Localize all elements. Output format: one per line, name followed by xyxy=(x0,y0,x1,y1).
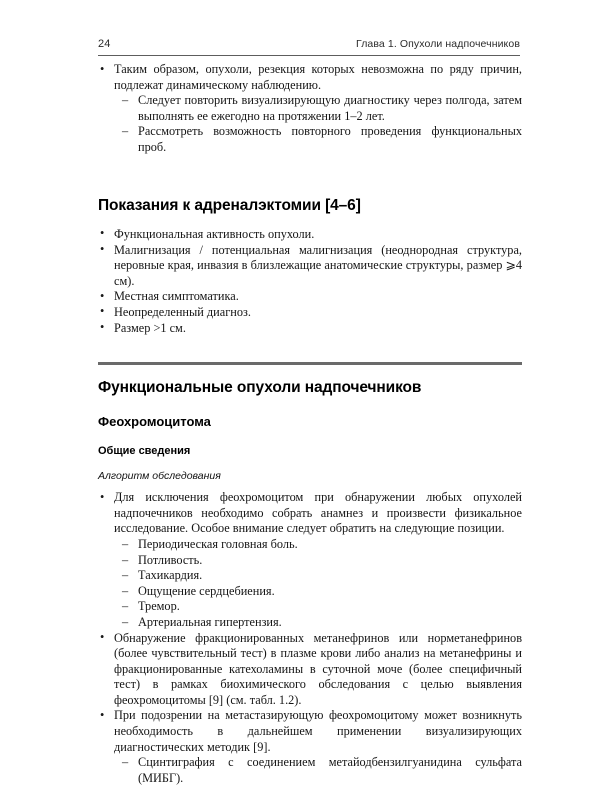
bullet-icon: • xyxy=(100,226,105,241)
list-item-text: При подозрении на метастазирующую феохромоцитому может возникнуть необходимость в дальнейшем применении визуализирующих диагностических методик [9]. xyxy=(114,708,522,754)
spacer xyxy=(98,429,522,445)
heading-indications: Показания к адреналэктомии [4–6] xyxy=(98,197,361,215)
list-item xyxy=(98,289,522,305)
list-item-text: Малигнизация / потенциальная малигнизация (неоднородная структура, неровные края, инвазия в близлежащие анатомические структуры, размер ⩾4 см). xyxy=(114,242,522,288)
list-item-text: Неопределенный диагноз. xyxy=(114,304,251,319)
text-column xyxy=(98,62,522,802)
dash-icon: – xyxy=(122,614,129,629)
spacer xyxy=(98,171,522,197)
bullet-icon: • xyxy=(100,288,105,303)
list-item xyxy=(98,321,522,337)
intro-bullet-list xyxy=(98,62,522,93)
list-item-text: Сцинтиграфия с соединением метайодбензилгуанидина сульфата (МИБГ). xyxy=(138,755,522,785)
algorithm-bullet-2-list xyxy=(98,631,522,709)
list-item xyxy=(124,124,522,171)
list-item-text: Рассмотреть возможность повторного проведения функциональных проб. xyxy=(138,124,522,154)
indications-list xyxy=(98,227,522,336)
list-item xyxy=(98,62,522,93)
list-item xyxy=(98,490,522,537)
bullet-icon: • xyxy=(100,242,105,257)
list-item xyxy=(124,553,522,569)
spacer xyxy=(98,365,522,379)
list-item xyxy=(124,93,522,124)
list-item xyxy=(98,305,522,321)
dash-icon: – xyxy=(122,124,129,139)
list-item-text: Местная симптоматика. xyxy=(114,289,239,304)
bullet-icon: • xyxy=(100,707,105,722)
list-item-text: Размер >1 см. xyxy=(114,320,186,335)
list-item-text: Для исключения феохромоцитом при обнаружении любых опухолей надпочечников необходимо собрать анамнез и произвести физикальное исследование. Особое внимание следует обратить на следующие позиции. xyxy=(114,490,522,536)
running-head xyxy=(98,38,520,50)
algorithm-bullet-3-list xyxy=(98,708,522,755)
list-item-text: Таким образом, опухоли, резекция которых невозможна по ряду причин, подлежат динамическому наблюдению. xyxy=(114,62,522,92)
list-item-text: Потливость. xyxy=(138,552,203,567)
list-item xyxy=(98,227,522,243)
bullet-icon: • xyxy=(100,304,105,319)
imaging-methods-list xyxy=(98,755,522,802)
list-item-text: Тремор. xyxy=(138,599,180,614)
dash-icon: – xyxy=(122,536,129,551)
bullet-icon: • xyxy=(100,489,105,504)
list-item xyxy=(124,568,522,584)
list-item-text: Ощущение сердцебиения. xyxy=(138,583,275,598)
list-item-text: Артериальная гипертензия. xyxy=(138,614,282,629)
spacer xyxy=(98,397,522,415)
spacer xyxy=(98,336,522,362)
dash-icon: – xyxy=(122,755,129,770)
algorithm-bullet-1-list xyxy=(98,490,522,537)
heading-algorithm: Алгоритм обследования xyxy=(98,470,221,483)
list-item xyxy=(124,599,522,615)
spacer xyxy=(98,215,522,227)
bullet-icon: • xyxy=(100,630,105,645)
dash-icon: – xyxy=(122,552,129,567)
bullet-icon: • xyxy=(100,61,105,76)
list-item xyxy=(124,537,522,553)
intro-dash-list xyxy=(98,93,522,171)
spacer xyxy=(98,458,522,470)
list-item xyxy=(98,243,522,290)
symptoms-list xyxy=(98,537,522,631)
spacer xyxy=(98,482,522,490)
list-item-text: Функциональная активность опухоли. xyxy=(114,226,315,241)
list-item xyxy=(124,755,522,802)
list-item xyxy=(124,615,522,631)
dash-icon: – xyxy=(122,599,129,614)
list-item-text: Следует повторить визуализирующую диагностику через полгода, затем выполнять ее ежегодно на протяжении 1–2 лет. xyxy=(138,93,522,123)
bullet-icon: • xyxy=(100,320,105,335)
page-folio: 24 xyxy=(98,38,111,50)
list-item xyxy=(98,708,522,755)
dash-icon: – xyxy=(122,568,129,583)
heading-pheochromocytoma: Феохромоцитома xyxy=(98,413,211,429)
running-head-title: Глава 1. Опухоли надпочечников xyxy=(356,38,520,50)
list-item xyxy=(124,584,522,600)
heading-general-info: Общие сведения xyxy=(98,445,191,458)
list-item-text: Тахикардия. xyxy=(138,568,203,583)
heading-functional-tumors: Функциональные опухоли надпочечников xyxy=(98,378,422,396)
list-item xyxy=(98,631,522,709)
dash-icon: – xyxy=(122,93,129,108)
list-item-text: Обнаружение фракционированных метанефринов или норметанефринов (более чувствительный тест) в плазме крови либо анализ на метанефрины и фракционированные катехоламины в суточной моче (более специфичный тест) в рамках биохимического обследования с целью выявления феохромоцитомы [9] (см. табл. 1.2). xyxy=(114,630,522,707)
running-head-rule xyxy=(98,55,520,56)
dash-icon: – xyxy=(122,583,129,598)
list-item-text: Периодическая головная боль. xyxy=(138,536,298,551)
